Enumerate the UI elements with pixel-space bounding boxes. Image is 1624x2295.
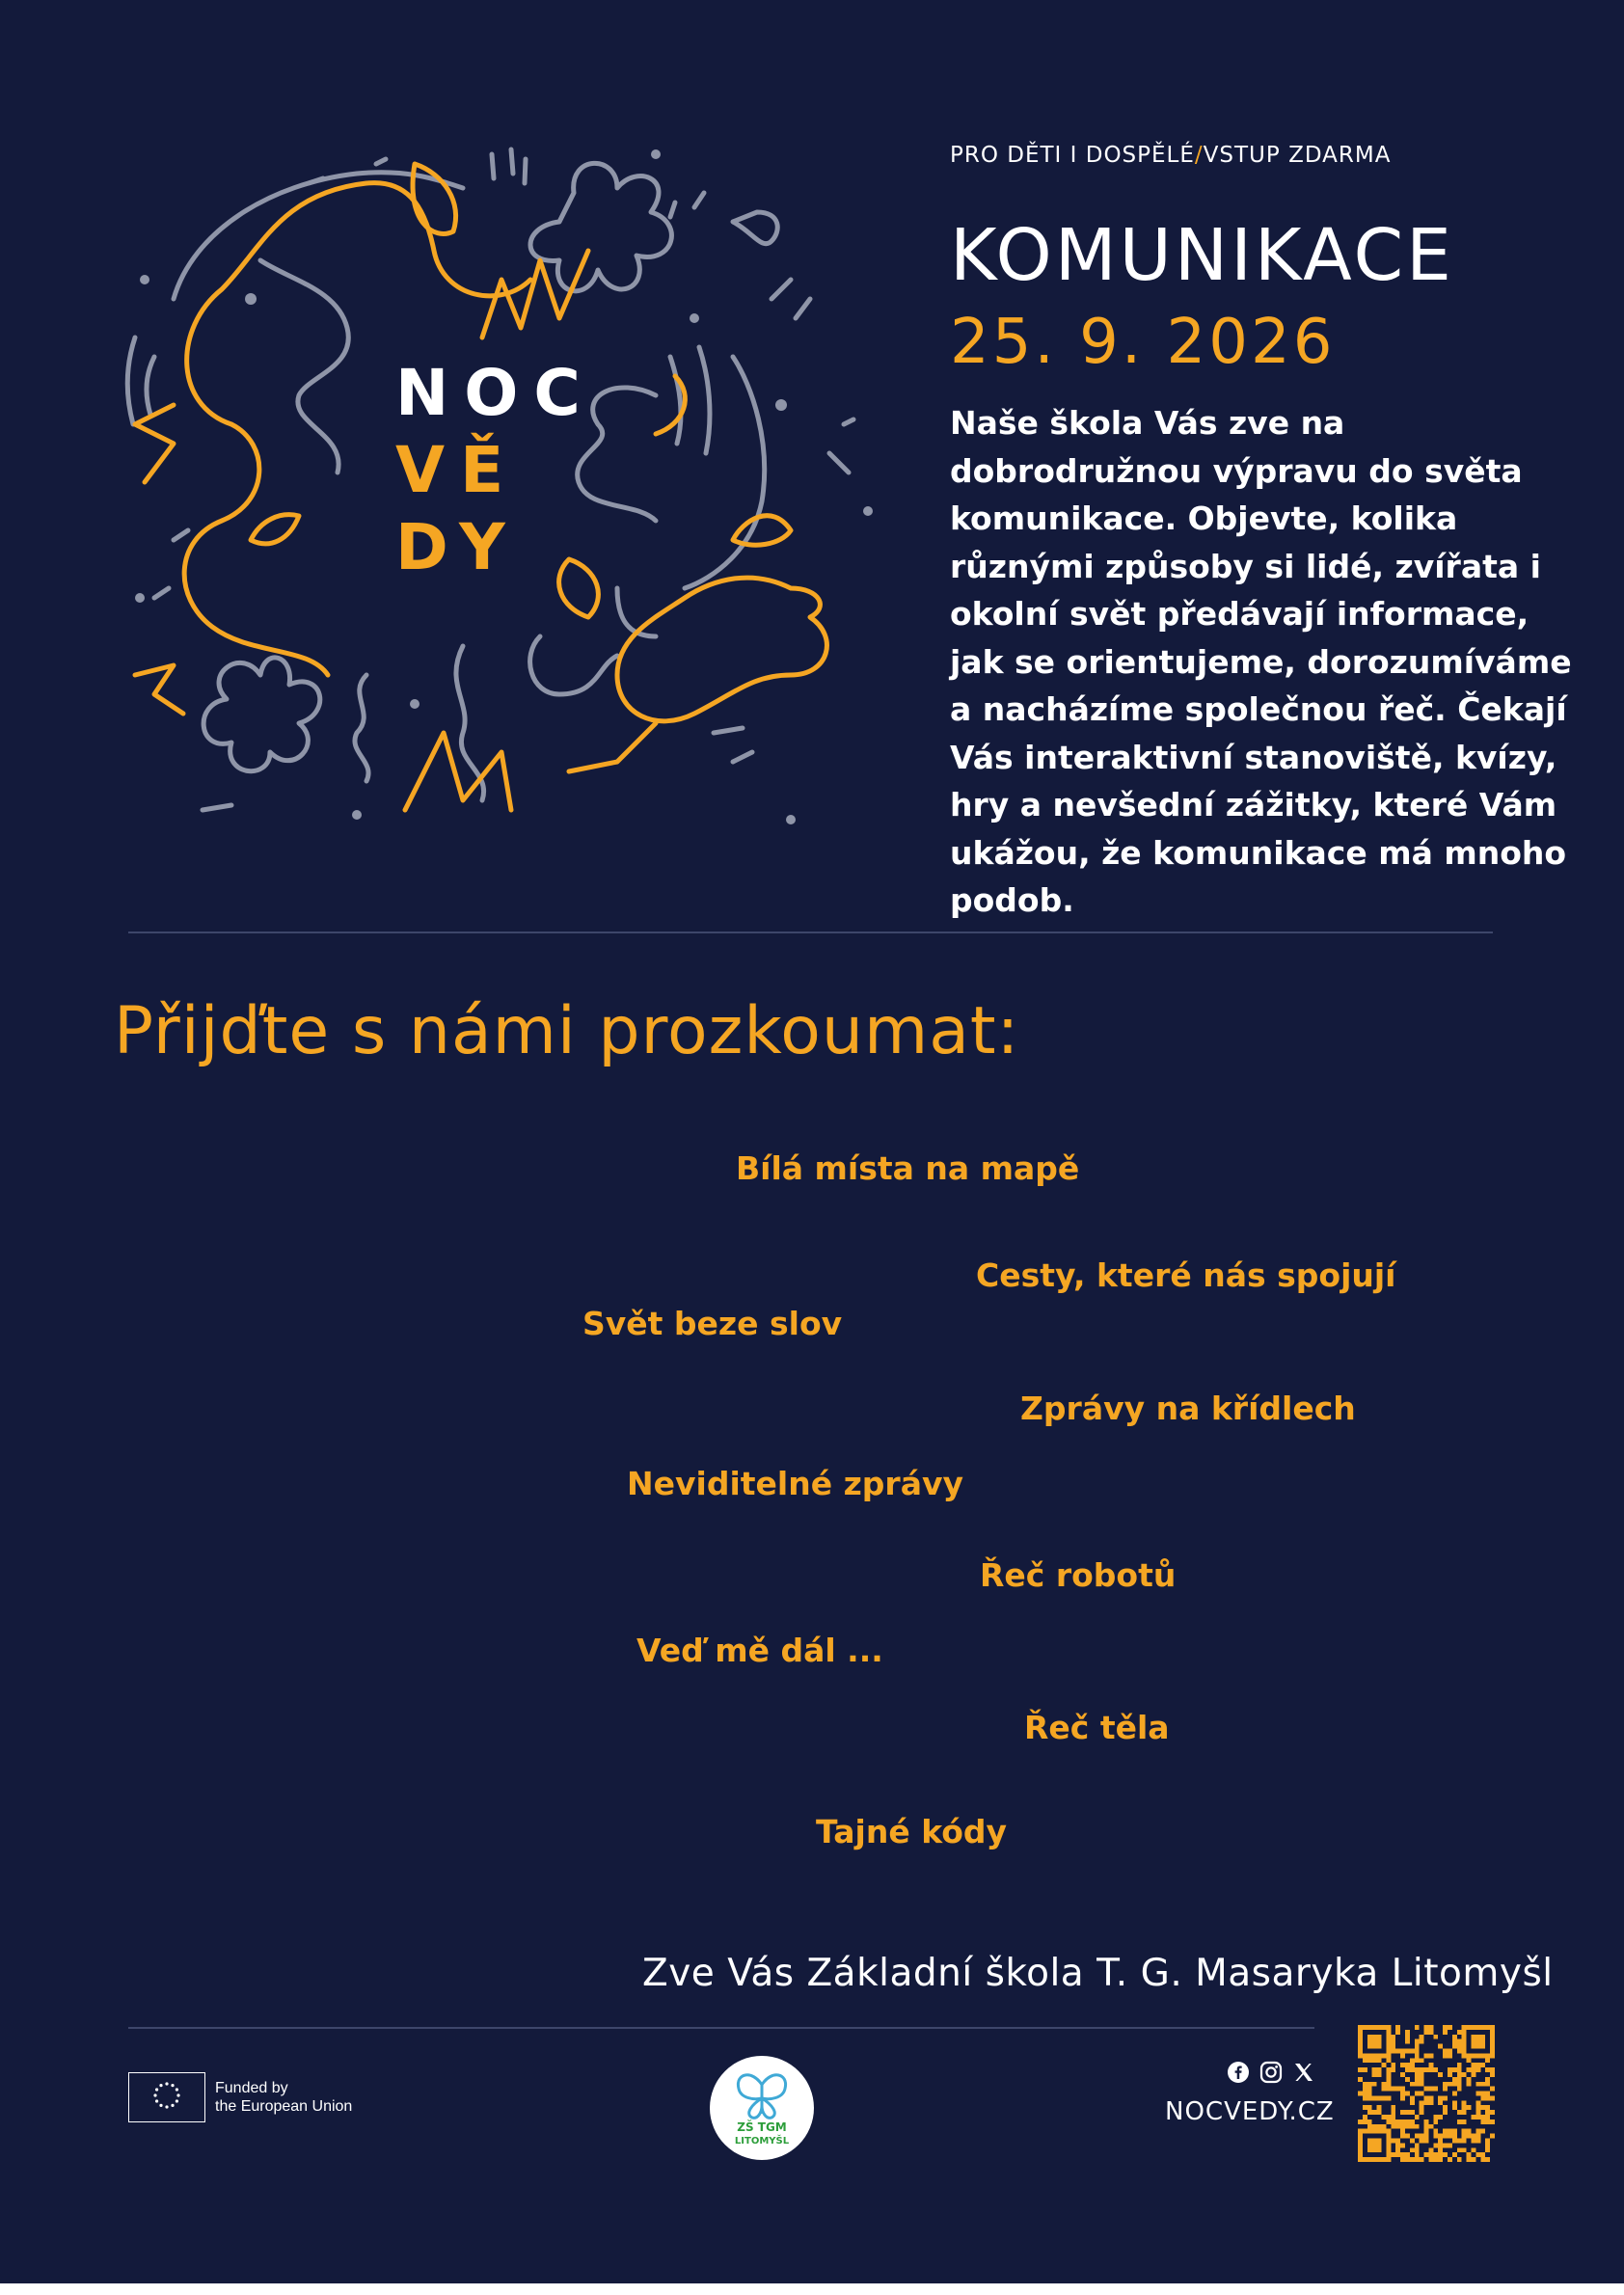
invitation-line: Zve Vás Základní škola T. G. Masaryka Litomyšl — [642, 1952, 1554, 1995]
explore-heading: Přijďte s námi prozkoumat: — [114, 993, 1020, 1069]
gray-flower-top — [530, 163, 671, 290]
topic-item: Zprávy na křídlech — [1020, 1390, 1356, 1427]
facebook-icon[interactable] — [1227, 2061, 1250, 2084]
event-date: 25. 9. 2026 — [950, 307, 1336, 378]
gray-arc-top-left — [174, 173, 463, 299]
topic-item: Veď mě dál ... — [636, 1632, 883, 1669]
x-icon[interactable] — [1292, 2061, 1315, 2084]
eu-flag-icon — [128, 2072, 205, 2122]
qr-code-icon[interactable] — [1358, 2025, 1495, 2162]
school-logo-line-1: ZŠ TGM — [737, 2120, 787, 2134]
event-title: KOMUNIKACE — [950, 214, 1454, 297]
orange-zigzag — [482, 251, 588, 338]
noc-vedy-logo-artwork — [116, 135, 887, 868]
footer-divider — [128, 2027, 1314, 2029]
topic-item: Neviditelné zprávy — [627, 1465, 963, 1502]
topic-item: Řeč těla — [1024, 1709, 1170, 1746]
eu-line-2: the European Union — [215, 2098, 353, 2115]
topic-item: Svět beze slov — [582, 1305, 843, 1342]
topic-item: Tajné kódy — [816, 1813, 1008, 1850]
tagline — [950, 143, 1391, 168]
tagline-admission: VSTUP ZDARMA — [1203, 143, 1392, 168]
butterfly-icon — [710, 2056, 814, 2160]
topic-item: Řeč robotů — [980, 1556, 1177, 1594]
tagline-slash: / — [1194, 143, 1204, 168]
school-logo-line-2: LITOMYŠL — [734, 2136, 790, 2146]
instagram-icon[interactable] — [1259, 2061, 1283, 2084]
eu-funding-logo — [128, 2072, 352, 2122]
eu-funding-text — [215, 2079, 352, 2116]
school-logo — [710, 2056, 814, 2160]
website-link[interactable]: NOCVEDY.CZ — [1165, 2097, 1335, 2126]
tagline-audience: PRO DĚTI I DOSPĚLÉ — [950, 143, 1195, 168]
topic-item: Cesty, které nás spojují — [976, 1256, 1396, 1294]
social-links — [1227, 2061, 1315, 2084]
eu-line-1: Funded by — [215, 2080, 288, 2096]
logo-word-noc: NOC — [395, 356, 596, 430]
orange-bird — [617, 578, 826, 721]
logo-word-ve: VĚ — [395, 433, 520, 507]
topic-item: Bílá místa na mapě — [736, 1149, 1080, 1187]
divider — [128, 932, 1493, 933]
gray-flower-bottom — [203, 658, 320, 771]
logo-word-dy: DY — [395, 510, 521, 584]
intro-text: Naše škola Vás zve na dobrodružnou výpravu do světa komunikace. Objevte, kolika různými způsoby si lidé, zvířata i okolní svět předávají informace, jak se orientujeme, dorozumíváme a nacházíme společnou řeč. Čekají Vás interaktivní stanoviště, kvízy, hry a nevšední zážitky, které Vám ukážou, že komunikace má mnoho podob. — [950, 404, 1572, 919]
